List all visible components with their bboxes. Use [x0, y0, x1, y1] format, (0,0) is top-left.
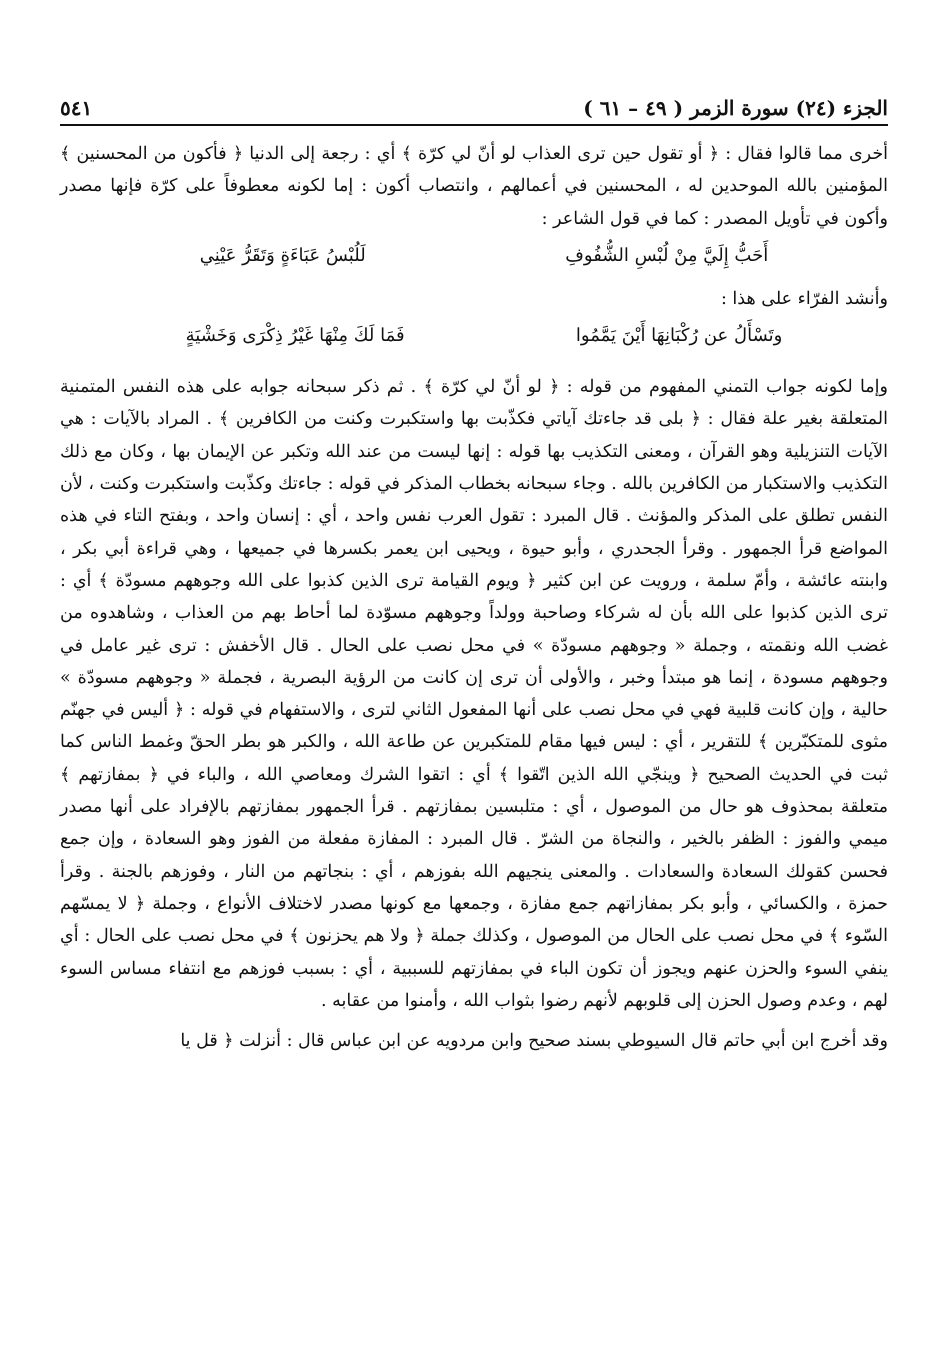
- paragraph-1: أخرى مما قالوا فقال : ﴿ أو تقول حين ترى العذاب لو أنّ لي كرّة ﴾ أي : رجعة إلى الدنيا ﴿ فأكون من المحسنين ﴾ المؤمنين بالله الموحدين له ، المحسنين في أعمالهم ، وانتصاب أكون : إما لكونه معطوفاً على كرّة فإنها مصدر وأكون في تأويل المصدر : كما في قول الشاعر :: [60, 144, 888, 229]
- verse-1-hemistich-left: لَلُبْسُ عَبَاءَةٍ وَتَقَرُّ عَيْنِي: [199, 244, 366, 266]
- verse-2-hemistich-left: فَمَا لَكَ مِنْهَا غَيْرُ ذِكْرَى وَخَشْيَةٍ: [185, 325, 405, 347]
- page-header: [60, 92, 888, 126]
- verse-1-hemistich-right: أَحَبُّ إِلَيَّ مِنْ لُبْسِ الشُّفُوفِ: [565, 244, 769, 266]
- paragraph-4: وقد أخرج ابن أبي حاتم قال السيوطي بسند صحيح وابن مردويه عن ابن عباس قال : أنزلت ﴿ قل يا: [180, 1031, 888, 1052]
- paragraph-3: وإما لكونه جواب التمني المفهوم من قوله : ﴿ لو أنّ لي كرّة ﴾ . ثم ذكر سبحانه جوابه على هذه النفس المتمنية المتعلقة بغير علة فقال : ﴿ بلى قد جاءتك آياتي فكذّبت بها واستكبرت وكنت من الكافرين ﴾ . المراد بالآيات : هي الآيات التنزيلية وهو القرآن ، ومعنى التكذيب بها قوله : إنها ليست من عند الله وتكبر عن الإيمان بها ، وكان مع ذلك التكذيب والاستكبار من الكافرين بالله . وجاء سبحانه بخطاب المذكر في قوله : جاءتك وكذّبت واستكبرت وكنت ، لأن النفس تطلق على المذكر والمؤنث . قال المبرد : تقول العرب نفس واحد ، أي : إنسان واحد ، وبفتح التاء في هذه المواضع قرأ الجمهور . وقرأ الجحدري ، وأبو حيوة ، ويحيى ابن يعمر بكسرها في جميعها ، وهي قراءة أبي بكر ، وابنته عائشة ، وأمّ سلمة ، ورويت عن ابن كثير ﴿ ويوم القيامة ترى الذين كذبوا على الله وجوههم مسودّة ﴾ أي : ترى الذين كذبوا على الله بأن له شركاء وصاحبة وولداً وجوههم مسوّدة لما أحاط بهم من العذاب ، وشاهدوه من غضب الله ونقمته ، وجملة « وجوههم مسودّة » في محل نصب على الحال . قال الأخفش : ترى غير عامل في وجوههم مسودة ، إنما هو مبتدأ وخبر ، والأولى أن ترى إن كانت من الرؤية البصرية ، فجملة « وجوههم مسودّة » حالية ، وإن كانت قلبية فهي في محل نصب على أنها المفعول الثاني لترى ، والاستفهام في قوله : ﴿ أليس في جهنّم مثوى للمتكبّرين ﴾ للتقرير ، أي : ليس فيها مقام للمتكبرين عن طاعة الله ، والكبر هو بطر الحقّ وغمط الناس كما ثبت في الحديث الصحيح ﴿ وينجّي الله الذين اتّقوا ﴾ أي : اتقوا الشرك ومعاصي الله ، والباء في ﴿ بمفازتهم ﴾ متعلقة بمحذوف هو حال من الموصول ، أي : متلبسين بمفازتهم . قرأ الجمهور بمفازتهم بالإفراد على أنها مصدر ميمي والفوز : الظفر بالخير ، والنجاة من الشرّ . قال المبرد : المفازة مفعلة من الفوز وهو السعادة ، وإن جمع فحسن كقولك السعادة والسعادات . والمعنى ينجيهم الله بفوزهم ، أي : بنجاتهم من النار ، وفوزهم بالجنة . وقرأ حمزة ، والكسائي ، وأبو بكر بمفازاتهم جمع مفازة ، وجمعها مع كونها مصدر لاختلاف الأنواع ، وجملة ﴿ لا يمسّهم السّوء ﴾ في محل نصب على الحال من الموصول ، وكذلك جملة ﴿ ولا هم يحزنون ﴾ في محل نصب على الحال : أي ينفي السوء والحزن عنهم ويجوز أن تكون الباء في بمفازتهم للسببية ، أي : بسبب فوزهم مع انتفاء مساس السوء لهم ، وعدم وصول الحزن إلى قلوبهم لأنهم رضوا بثواب الله ، وأمنوا من عقابه .: [60, 377, 888, 1011]
- poetry-verse-1: [100, 239, 868, 273]
- poetry-verse-2: [100, 319, 868, 353]
- body-text: [60, 138, 888, 1057]
- page-number: ٥٤١: [60, 96, 93, 120]
- verse-2-hemistich-right: وتَسْأَلُ عن رُكْبَانِهَا أَيْنَ يَمَّمُوا: [575, 325, 783, 347]
- paragraph-2: وأنشد الفرّاء على هذا :: [720, 288, 888, 309]
- running-title: الجزء (٢٤) سورة الزمر ( ٤٩ – ٦١ ): [583, 96, 888, 120]
